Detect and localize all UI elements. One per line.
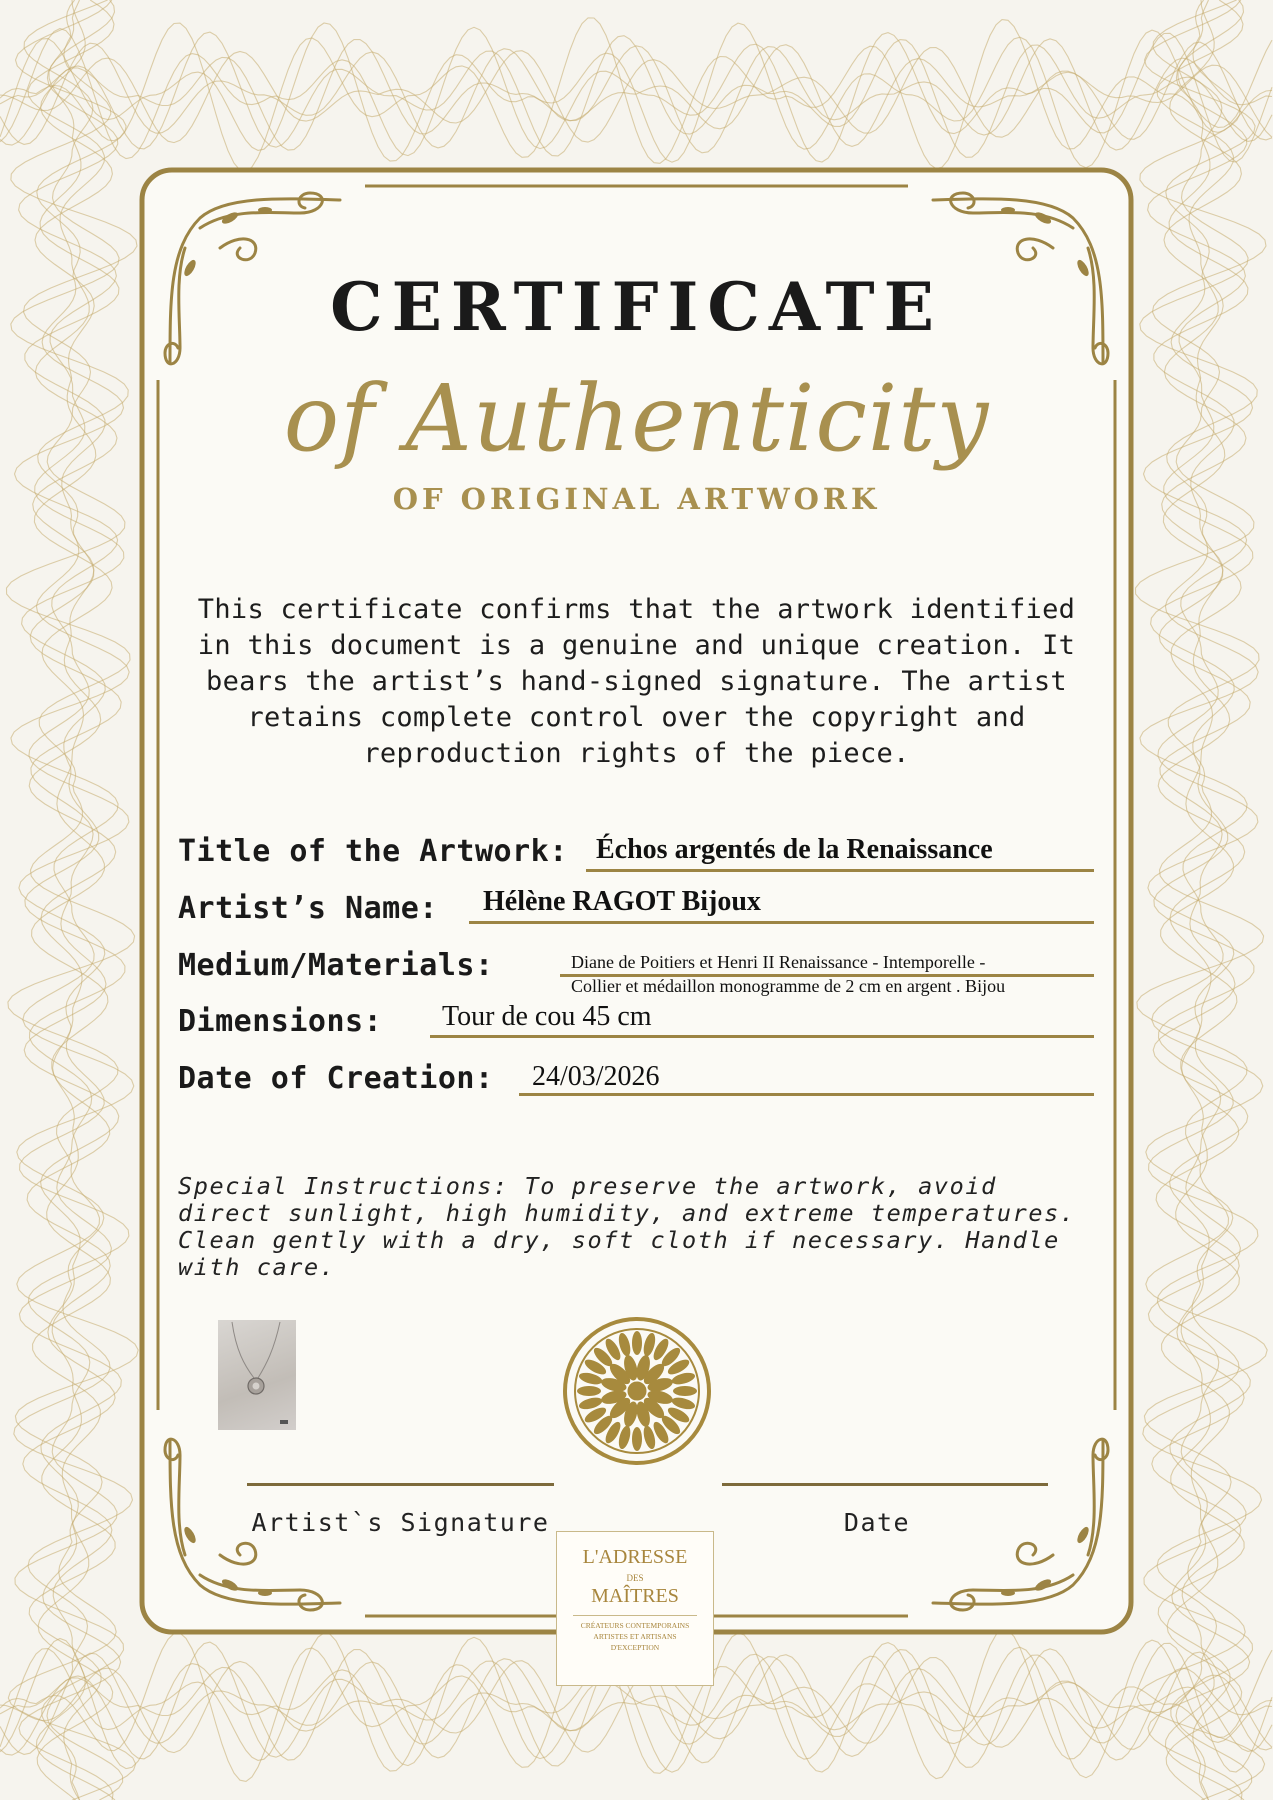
certificate-subtitle: OF ORIGINAL ARTWORK (392, 482, 881, 516)
medium-materials-value-line1: Diane de Poitiers et Henri II Renaissance - Intemporelle - (571, 952, 986, 972)
special-instructions: Special Instructions: To preserve the artwork, avoid direct sunlight, high humidity, and extreme temperatures. Clean gently with a dry, soft cloth if necessary. Handle with care. (178, 1172, 1076, 1281)
artist-signature-label: Artist`s Signature (251, 1508, 550, 1537)
logo-line-1: L'ADRESSE (582, 1546, 688, 1568)
dimensions-line (430, 1035, 1094, 1038)
artist-name-value: Hélène RAGOT Bijoux (483, 886, 761, 917)
gold-seal-emblem (556, 1310, 718, 1472)
date-of-creation-label: Date of Creation: (178, 1061, 494, 1096)
date-of-creation-value: 24/03/2026 (532, 1061, 660, 1092)
ladresse-des-maitres-logo (556, 1531, 714, 1686)
logo-divider (573, 1615, 697, 1616)
date-signature-line (722, 1483, 1048, 1486)
certificate-intro-text: This certificate confirms that the artwork identified in this document is a genuine and unique creation. It bears the artist’s hand-signed signature. The artist retains complete control over the copyright and reproduction rights of the piece. (197, 594, 1076, 769)
artist-signature-line (247, 1483, 554, 1486)
logo-line-3: MAÎTRES (591, 1585, 679, 1607)
logo-tagline-3: D'EXCEPTION (610, 1643, 660, 1652)
artist-name-label: Artist’s Name: (178, 891, 438, 926)
dimensions-value: Tour de cou 45 cm (442, 1001, 652, 1032)
artwork-photo (218, 1320, 296, 1430)
certificate-script-title: of Authenticity (283, 365, 990, 472)
title-of-artwork-line (586, 869, 1094, 872)
artist-name-line (469, 921, 1094, 924)
medium-materials-label: Medium/Materials: (178, 948, 494, 983)
logo-tagline-1: CRÉATEURS CONTEMPORAINS (580, 1621, 690, 1630)
title-of-artwork-label: Title of the Artwork: (178, 834, 568, 869)
dimensions-label: Dimensions: (178, 1004, 383, 1039)
medium-materials-value-line2: Collier et médaillon monogramme de 2 cm en argent . Bijou (571, 976, 1006, 996)
date-signature-label: Date (843, 1508, 911, 1537)
certificate-title: CERTIFICATE (330, 268, 943, 346)
logo-line-2: DES (626, 1573, 644, 1583)
necklace-pendant-image (218, 1320, 296, 1430)
date-of-creation-line (519, 1093, 1094, 1096)
logo-tagline-2: ARTISTES ET ARTISANS (593, 1632, 677, 1641)
title-of-artwork-value: Échos argentés de la Renaissance (596, 834, 993, 865)
